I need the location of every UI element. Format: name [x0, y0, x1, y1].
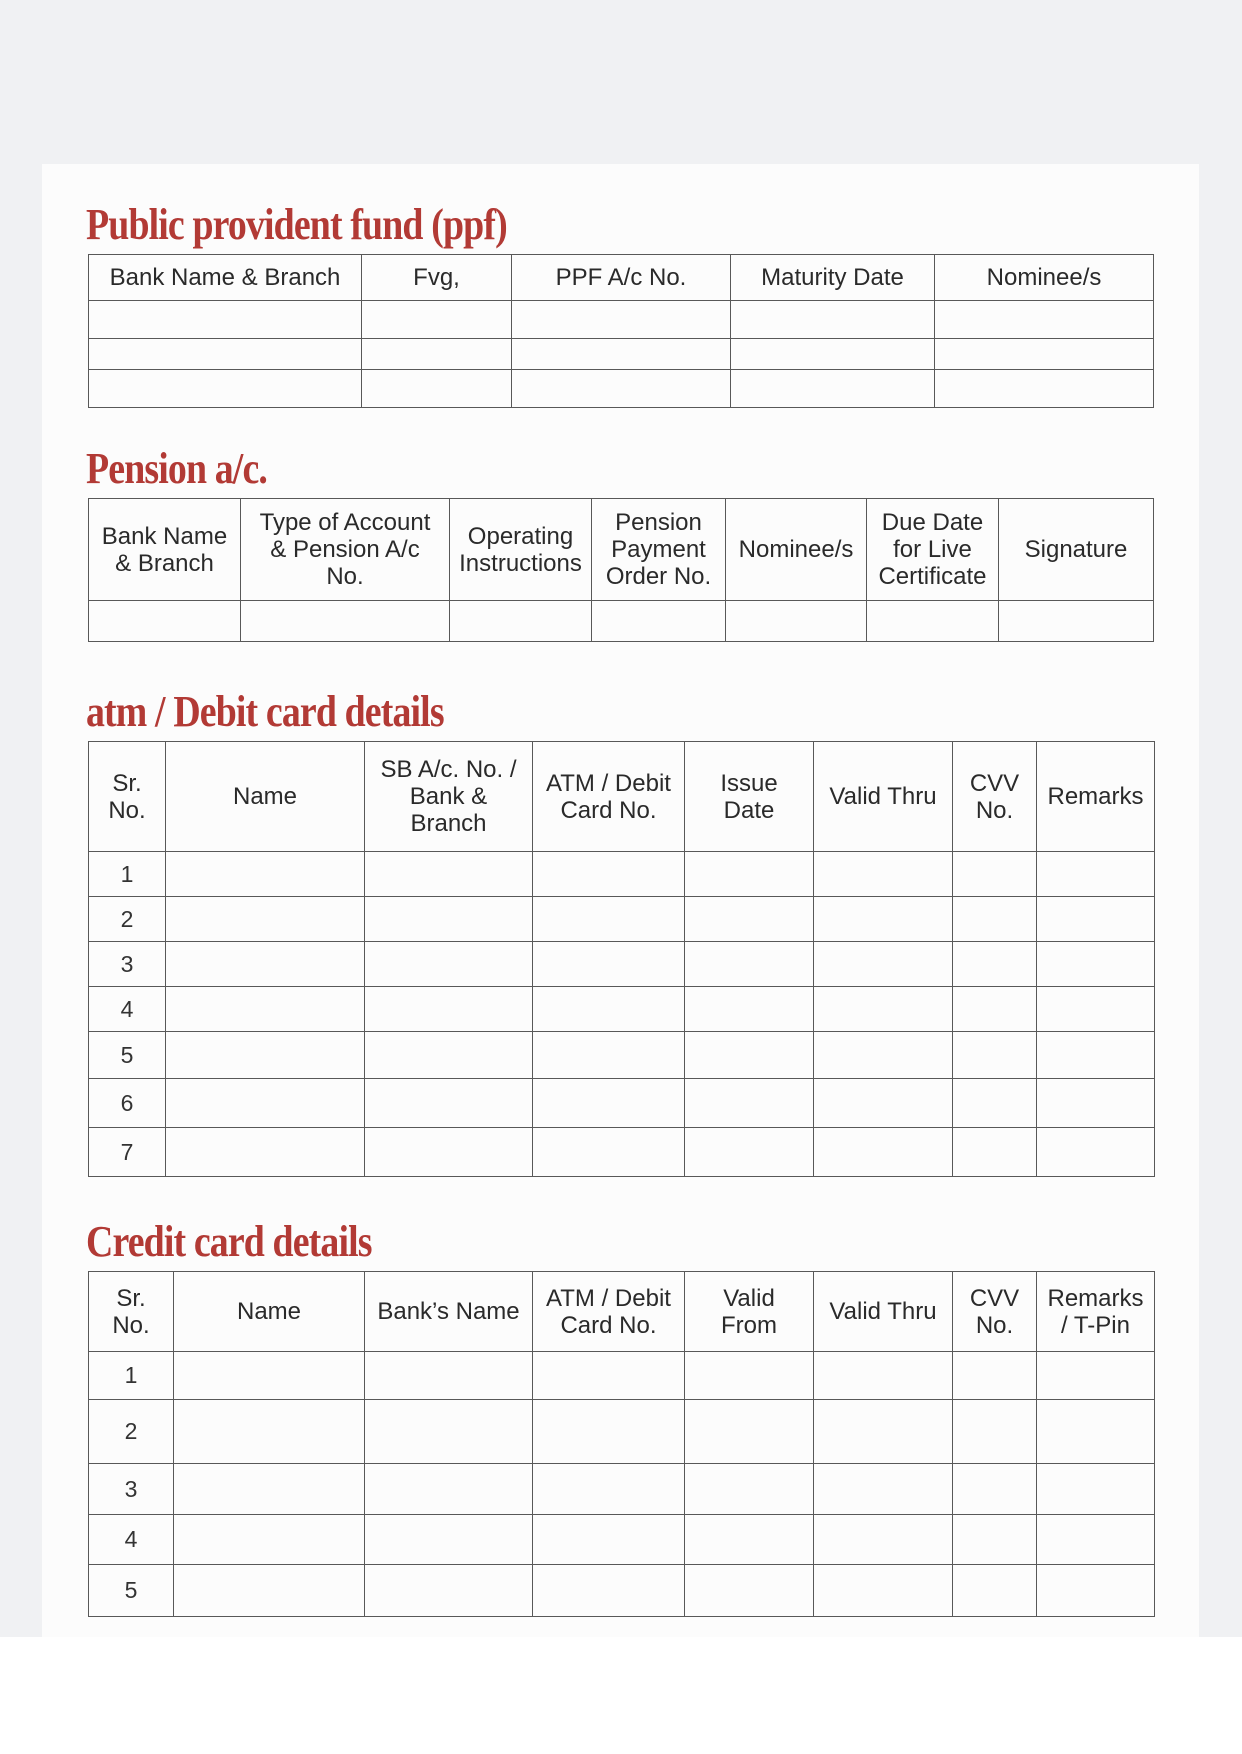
atm-debit-table — [88, 741, 1155, 1177]
credit-col-name: Name — [174, 1272, 365, 1352]
input-cell[interactable] — [935, 339, 1154, 370]
table-row — [89, 1565, 1155, 1617]
input-cell[interactable] — [365, 1565, 533, 1617]
input-cell[interactable] — [814, 1079, 953, 1128]
input-cell[interactable] — [814, 987, 953, 1032]
input-cell[interactable] — [685, 1079, 814, 1128]
ppf-table — [88, 254, 1154, 408]
table-row — [89, 339, 1154, 370]
table-row — [89, 987, 1155, 1032]
input-cell[interactable] — [362, 301, 512, 339]
ppf-header-row — [89, 255, 1154, 301]
ppf-section-title: Public provident fund (ppf) — [86, 200, 507, 249]
atm-col-sr-no: Sr. No. — [89, 742, 166, 852]
pension-col-operating-instructions: Operating Instructions — [450, 499, 592, 601]
input-cell[interactable] — [166, 1032, 365, 1079]
input-cell[interactable] — [953, 1400, 1037, 1464]
input-cell[interactable] — [814, 1565, 953, 1617]
input-cell[interactable] — [953, 1128, 1037, 1177]
sr-no-cell: 2 — [89, 1400, 174, 1464]
credit-header-row — [89, 1272, 1155, 1352]
input-cell[interactable] — [533, 1079, 685, 1128]
input-cell[interactable] — [533, 1352, 685, 1400]
credit-card-table — [88, 1271, 1155, 1617]
pension-header-row — [89, 499, 1154, 601]
input-cell[interactable] — [533, 852, 685, 897]
credit-col-valid-thru: Valid Thru — [814, 1272, 953, 1352]
input-cell[interactable] — [1037, 987, 1155, 1032]
sr-no-cell: 3 — [89, 942, 166, 987]
table-row — [89, 1352, 1155, 1400]
input-cell[interactable] — [953, 987, 1037, 1032]
input-cell[interactable] — [685, 942, 814, 987]
input-cell[interactable] — [953, 1079, 1037, 1128]
input-cell[interactable] — [365, 942, 533, 987]
atm-col-card-no: ATM / Debit Card No. — [533, 742, 685, 852]
input-cell[interactable] — [174, 1565, 365, 1617]
input-cell[interactable] — [1037, 1352, 1155, 1400]
sr-no-cell: 4 — [89, 1515, 174, 1565]
input-cell[interactable] — [814, 1464, 953, 1515]
input-cell[interactable] — [685, 1464, 814, 1515]
ppf-col-bank: Bank Name & Branch — [89, 255, 362, 301]
input-cell[interactable] — [166, 942, 365, 987]
input-cell[interactable] — [592, 601, 726, 642]
input-cell[interactable] — [365, 897, 533, 942]
input-cell[interactable] — [166, 1079, 365, 1128]
credit-col-cvv: CVV No. — [953, 1272, 1037, 1352]
input-cell[interactable] — [365, 1464, 533, 1515]
input-cell[interactable] — [533, 1565, 685, 1617]
input-cell[interactable] — [450, 601, 592, 642]
input-cell[interactable] — [814, 1128, 953, 1177]
table-row — [89, 601, 1154, 642]
input-cell[interactable] — [365, 1515, 533, 1565]
pension-col-live-certificate-date: Due Date for Live Certificate — [867, 499, 999, 601]
atm-col-remarks: Remarks — [1037, 742, 1155, 852]
input-cell[interactable] — [166, 987, 365, 1032]
sr-no-cell: 3 — [89, 1464, 174, 1515]
table-row — [89, 1464, 1155, 1515]
ppf-col-account-no: PPF A/c No. — [512, 255, 731, 301]
input-cell[interactable] — [953, 1515, 1037, 1565]
input-cell[interactable] — [685, 1352, 814, 1400]
input-cell[interactable] — [533, 942, 685, 987]
input-cell[interactable] — [685, 987, 814, 1032]
input-cell[interactable] — [365, 852, 533, 897]
credit-col-sr-no: Sr. No. — [89, 1272, 174, 1352]
input-cell[interactable] — [89, 339, 362, 370]
input-cell[interactable] — [365, 1032, 533, 1079]
pension-col-bank: Bank Name & Branch — [89, 499, 241, 601]
input-cell[interactable] — [533, 897, 685, 942]
input-cell[interactable] — [533, 1400, 685, 1464]
input-cell[interactable] — [365, 1400, 533, 1464]
input-cell[interactable] — [685, 1400, 814, 1464]
ppf-col-maturity-date: Maturity Date — [731, 255, 935, 301]
input-cell[interactable] — [1037, 1032, 1155, 1079]
pension-table — [88, 498, 1154, 642]
input-cell[interactable] — [166, 1128, 365, 1177]
input-cell[interactable] — [685, 1032, 814, 1079]
input-cell[interactable] — [935, 370, 1154, 408]
input-cell[interactable] — [685, 852, 814, 897]
input-cell[interactable] — [89, 301, 362, 339]
input-cell[interactable] — [365, 1079, 533, 1128]
pension-col-nominee: Nominee/s — [726, 499, 867, 601]
sr-no-cell: 4 — [89, 987, 166, 1032]
input-cell[interactable] — [726, 601, 867, 642]
ppf-col-nominee: Nominee/s — [935, 255, 1154, 301]
pension-col-signature: Signature — [999, 499, 1154, 601]
pension-col-account-type: Type of Account & Pension A/c No. — [241, 499, 450, 601]
table-row — [89, 1515, 1155, 1565]
pension-section-title: Pension a/c. — [86, 444, 267, 493]
input-cell[interactable] — [685, 1128, 814, 1177]
table-row — [89, 852, 1155, 897]
input-cell[interactable] — [1037, 1400, 1155, 1464]
sr-no-cell: 6 — [89, 1079, 166, 1128]
input-cell[interactable] — [174, 1400, 365, 1464]
table-row — [89, 370, 1154, 408]
input-cell[interactable] — [953, 1565, 1037, 1617]
credit-card-section-title: Credit card details — [86, 1217, 372, 1266]
input-cell[interactable] — [1037, 1128, 1155, 1177]
input-cell[interactable] — [1037, 852, 1155, 897]
pension-col-ppo-no: Pension Payment Order No. — [592, 499, 726, 601]
input-cell[interactable] — [1037, 1464, 1155, 1515]
input-cell[interactable] — [1037, 1565, 1155, 1617]
sr-no-cell: 5 — [89, 1032, 166, 1079]
input-cell[interactable] — [731, 370, 935, 408]
input-cell[interactable] — [814, 1032, 953, 1079]
sr-no-cell: 1 — [89, 852, 166, 897]
atm-col-name: Name — [166, 742, 365, 852]
input-cell[interactable] — [174, 1352, 365, 1400]
sr-no-cell: 2 — [89, 897, 166, 942]
input-cell[interactable] — [166, 897, 365, 942]
input-cell[interactable] — [953, 1032, 1037, 1079]
input-cell[interactable] — [533, 1515, 685, 1565]
atm-col-valid-thru: Valid Thru — [814, 742, 953, 852]
input-cell[interactable] — [953, 897, 1037, 942]
input-cell[interactable] — [89, 601, 241, 642]
input-cell[interactable] — [814, 942, 953, 987]
table-row — [89, 942, 1155, 987]
table-row — [89, 1400, 1155, 1464]
input-cell[interactable] — [533, 1464, 685, 1515]
input-cell[interactable] — [365, 987, 533, 1032]
input-cell[interactable] — [935, 301, 1154, 339]
input-cell[interactable] — [166, 852, 365, 897]
input-cell[interactable] — [241, 601, 450, 642]
input-cell[interactable] — [174, 1515, 365, 1565]
input-cell[interactable] — [1037, 1079, 1155, 1128]
input-cell[interactable] — [362, 370, 512, 408]
table-row — [89, 1079, 1155, 1128]
credit-col-remarks-tpin: Remarks / T-Pin — [1037, 1272, 1155, 1352]
atm-header-row — [89, 742, 1155, 852]
input-cell[interactable] — [512, 301, 731, 339]
input-cell[interactable] — [731, 339, 935, 370]
input-cell[interactable] — [512, 370, 731, 408]
input-cell[interactable] — [365, 1128, 533, 1177]
credit-col-card-no: ATM / Debit Card No. — [533, 1272, 685, 1352]
input-cell[interactable] — [533, 1128, 685, 1177]
input-cell[interactable] — [814, 1515, 953, 1565]
input-cell[interactable] — [685, 1565, 814, 1617]
input-cell[interactable] — [362, 339, 512, 370]
input-cell[interactable] — [1037, 897, 1155, 942]
input-cell[interactable] — [1037, 1515, 1155, 1565]
atm-debit-section-title: atm / Debit card details — [86, 687, 444, 736]
input-cell[interactable] — [731, 301, 935, 339]
input-cell[interactable] — [365, 1352, 533, 1400]
ppf-col-fvg: Fvg, — [362, 255, 512, 301]
atm-col-cvv: CVV No. — [953, 742, 1037, 852]
input-cell[interactable] — [1037, 942, 1155, 987]
input-cell[interactable] — [533, 987, 685, 1032]
credit-col-valid-from: Valid From — [685, 1272, 814, 1352]
table-row — [89, 1128, 1155, 1177]
input-cell[interactable] — [685, 1515, 814, 1565]
input-cell[interactable] — [953, 852, 1037, 897]
table-row — [89, 1032, 1155, 1079]
table-row — [89, 301, 1154, 339]
input-cell[interactable] — [814, 897, 953, 942]
sr-no-cell: 1 — [89, 1352, 174, 1400]
input-cell[interactable] — [867, 601, 999, 642]
table-row — [89, 897, 1155, 942]
input-cell[interactable] — [89, 370, 362, 408]
atm-col-sb-account: SB A/c. No. / Bank & Branch — [365, 742, 533, 852]
input-cell[interactable] — [814, 852, 953, 897]
input-cell[interactable] — [174, 1464, 365, 1515]
atm-col-issue-date: Issue Date — [685, 742, 814, 852]
credit-col-bank-name: Bank’s Name — [365, 1272, 533, 1352]
input-cell[interactable] — [953, 1464, 1037, 1515]
input-cell[interactable] — [533, 1032, 685, 1079]
sr-no-cell: 7 — [89, 1128, 166, 1177]
input-cell[interactable] — [814, 1400, 953, 1464]
input-cell[interactable] — [953, 942, 1037, 987]
input-cell[interactable] — [512, 339, 731, 370]
input-cell[interactable] — [814, 1352, 953, 1400]
sr-no-cell: 5 — [89, 1565, 174, 1617]
input-cell[interactable] — [685, 897, 814, 942]
page-bottom-margin — [0, 1637, 1242, 1754]
input-cell[interactable] — [953, 1352, 1037, 1400]
input-cell[interactable] — [999, 601, 1154, 642]
